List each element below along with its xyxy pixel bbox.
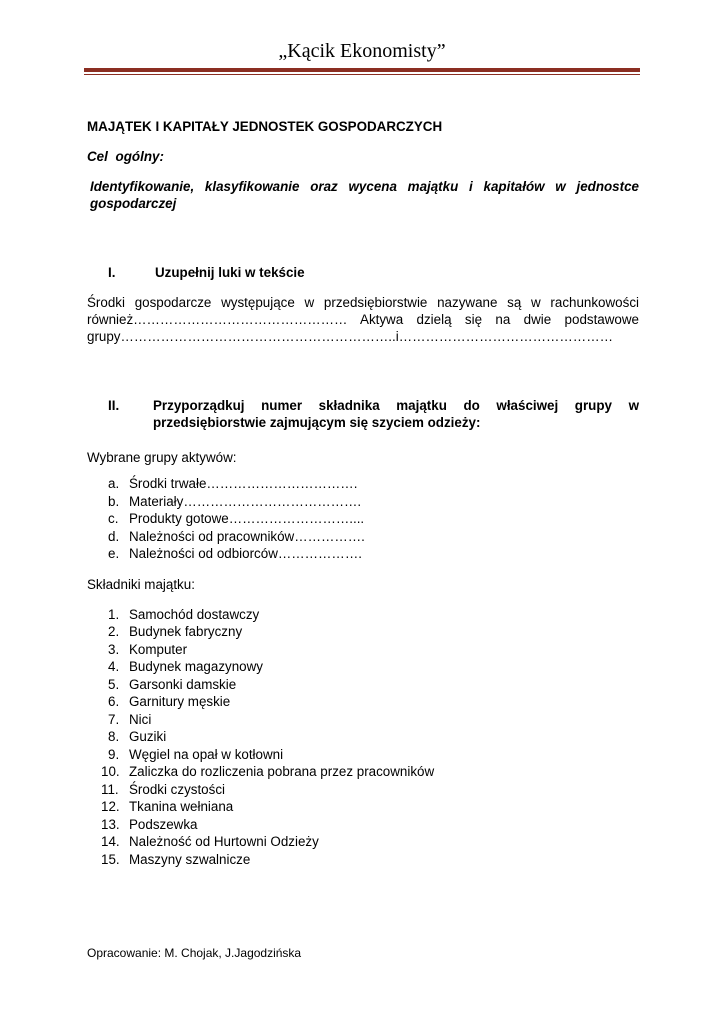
components-intro: Składniki majątku: xyxy=(87,576,195,592)
section-1-heading xyxy=(87,264,639,281)
goal-text: Identyfikowanie, klasyfikowanie oraz wycena majątku i kapitałów w jednostce gospodarczej xyxy=(90,179,639,211)
list-item xyxy=(87,528,639,546)
asset-groups-list xyxy=(87,475,639,563)
list-marker: e. xyxy=(108,546,120,561)
list-item xyxy=(87,693,639,711)
header-rule-thick xyxy=(84,68,640,72)
list-item-text: Węgiel na opał w kotłowni xyxy=(129,746,284,762)
section-1-number: I. xyxy=(108,265,116,280)
list-marker: 12. xyxy=(101,799,120,814)
list-item xyxy=(87,676,639,694)
asset-components-list xyxy=(87,606,639,869)
list-item xyxy=(87,833,639,851)
list-item-text: Materiały…………………………………. xyxy=(129,493,362,509)
list-item-text: Garsonki damskie xyxy=(129,676,237,692)
list-marker: c. xyxy=(108,511,119,526)
paragraph-line: również………………………………………… Aktywa dzielą się na dwie podstawowe xyxy=(87,312,639,327)
section-2-number: II. xyxy=(108,398,120,413)
list-item xyxy=(87,798,639,816)
fill-in-paragraph xyxy=(87,294,639,345)
list-marker: 13. xyxy=(101,816,120,832)
list-item xyxy=(87,746,639,764)
paragraph-line: Środki gospodarcze występujące w przedsiębiorstwie nazywane są w rachunkowości xyxy=(87,295,639,310)
list-item-text: Produkty gotowe……………………….... xyxy=(129,511,365,526)
list-item-text: Środki czystości xyxy=(129,781,225,797)
section-2-title: Przyporządkuj numer składnika majątku do właściwej grupy w przedsiębiorstwie zajmującym się szyciem odzieży: xyxy=(153,398,639,430)
list-marker: 11. xyxy=(101,781,119,797)
list-marker: 14. xyxy=(101,834,120,849)
list-item xyxy=(87,711,639,729)
list-item-text: Należność od Hurtowni Odzieży xyxy=(129,834,319,849)
list-item xyxy=(87,781,639,799)
goal-label: Cel ogólny: xyxy=(87,149,164,164)
list-item-text: Środki trwałe……………………………. xyxy=(129,476,358,491)
list-marker: 2. xyxy=(108,624,120,639)
document-body xyxy=(87,118,639,868)
list-item-text: Należności od odbiorców………………. xyxy=(129,546,362,561)
list-item xyxy=(87,763,639,781)
page-footer: Opracowanie: M. Chojak, J.Jagodzińska xyxy=(87,946,302,960)
document-title: MAJĄTEK I KAPITAŁY JEDNOSTEK GOSPODARCZYCH xyxy=(87,119,443,134)
list-marker: b. xyxy=(108,493,120,509)
list-item-text: Budynek fabryczny xyxy=(129,624,243,639)
list-marker: 8. xyxy=(108,729,120,744)
list-marker: 4. xyxy=(108,659,120,674)
list-marker: 7. xyxy=(108,711,120,727)
list-item-text: Budynek magazynowy xyxy=(129,659,263,674)
list-item xyxy=(87,658,639,676)
list-item-text: Garnitury męskie xyxy=(129,694,231,709)
list-marker: a. xyxy=(108,476,120,491)
groups-intro: Wybrane grupy aktywów: xyxy=(87,450,237,465)
list-item xyxy=(87,493,639,511)
list-item-text: Guziki xyxy=(129,729,167,744)
list-marker: 3. xyxy=(108,641,120,657)
list-item-text: Komputer xyxy=(129,641,188,657)
list-item xyxy=(87,623,639,641)
paragraph-line: grupy……………………………………………………..i………………………………………… xyxy=(87,329,613,344)
list-marker: 1. xyxy=(108,606,120,622)
list-item-text: Nici xyxy=(129,711,152,727)
section-1-title: Uzupełnij luki w tekście xyxy=(155,265,305,280)
page-header-title: „Kącik Ekonomisty” xyxy=(278,40,446,62)
list-item-text: Maszyny szwalnicze xyxy=(129,851,251,867)
list-item-text: Podszewka xyxy=(129,816,198,832)
list-item xyxy=(87,728,639,746)
list-item xyxy=(87,475,639,493)
list-marker: 6. xyxy=(108,694,120,709)
list-marker: d. xyxy=(108,528,120,544)
list-item-text: Zaliczka do rozliczenia pobrana przez pracowników xyxy=(129,764,435,779)
header-rule-thin xyxy=(84,74,640,75)
list-marker: 9. xyxy=(108,746,120,762)
list-item xyxy=(87,851,639,869)
list-item-text: Należności od pracowników……………. xyxy=(129,528,365,544)
list-item xyxy=(87,816,639,834)
list-marker: 10. xyxy=(101,764,120,779)
list-item xyxy=(87,606,639,624)
list-item-text: Samochód dostawczy xyxy=(129,606,260,622)
section-2-heading xyxy=(87,397,639,431)
list-item xyxy=(87,510,639,528)
list-item xyxy=(87,545,639,563)
list-marker: 15. xyxy=(101,851,120,867)
list-marker: 5. xyxy=(108,676,120,692)
list-item xyxy=(87,641,639,659)
list-item-text: Tkanina wełniana xyxy=(129,799,234,814)
